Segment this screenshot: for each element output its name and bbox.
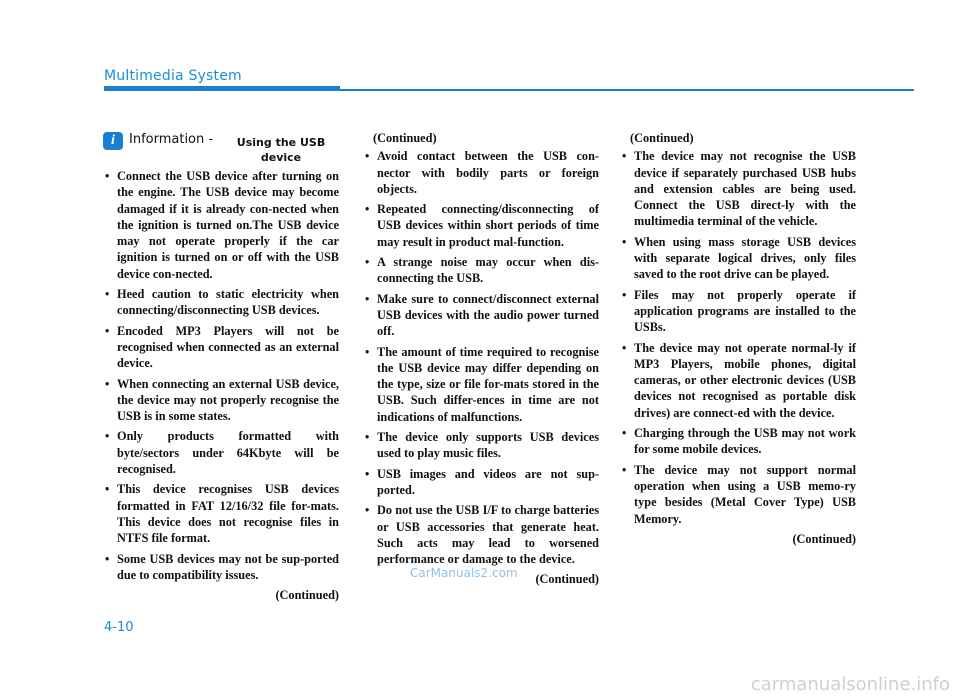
list-item: • The device may not support normal operation when using a USB memo-ry type besides (Metal Cover Type) USB Memory. <box>620 462 856 527</box>
list-item: • Do not use the USB I/F to charge batteries or USB accessories that generate heat. Such acts may lead to worsened performance or damage to the device. <box>363 502 599 567</box>
list-item: • A strange noise may occur when dis-connecting the USB. <box>363 254 599 287</box>
column-1 <box>103 130 339 603</box>
list-item: • Charging through the USB may not work for some mobile devices. <box>620 425 856 458</box>
bullet-list-1 <box>103 168 339 583</box>
column-2 <box>363 130 599 588</box>
list-item: • When connecting an external USB device, the device may not properly recognise the USB is in some states. <box>103 376 339 425</box>
list-item: • The device may not recognise the USB device if separately purchased USB hubs and extension cables are being used. Connect the USB direct-ly with the multimedia terminal of the vehicle. <box>620 148 856 229</box>
bullet-list-3 <box>620 148 856 527</box>
continued-label: (Continued) <box>535 572 599 587</box>
list-item: • USB images and videos are not sup-ported. <box>363 466 599 499</box>
list-item: • When using mass storage USB devices with separate logical drives, only files saved to the root drive can be played. <box>620 234 856 283</box>
header-title: Multimedia System <box>104 68 242 84</box>
continued-label-top: (Continued) <box>373 131 437 145</box>
list-item: • Files may not properly operate if application programs are installed to the USBs. <box>620 287 856 336</box>
list-item: • Avoid contact between the USB con-nector with bodily parts or foreign objects. <box>363 148 599 197</box>
column-3 <box>620 130 856 547</box>
info-icon: i <box>103 132 123 150</box>
list-item: • This device recognises USB devices formatted in FAT 12/16/32 file for-mats. This device does not recognise files in NTFS file format. <box>103 481 339 546</box>
list-item: • Only products formatted with byte/sectors under 64Kbyte will be recognised. <box>103 428 339 477</box>
list-item: • Some USB devices may not be sup-ported due to compatibility issues. <box>103 551 339 584</box>
continued-label: (Continued) <box>275 588 339 603</box>
list-item: • The device only supports USB devices used to play music files. <box>363 429 599 462</box>
continued-label-top: (Continued) <box>630 131 694 145</box>
info-label: Information - <box>129 132 214 147</box>
list-item: • The device may not operate normal-ly if MP3 Players, mobile phones, digital cameras, or other electronic devices (USB devices not recognised as portable disk drives) are connect-ed with the device. <box>620 340 856 421</box>
list-item: • Encoded MP3 Players will not be recognised when connected as an external device. <box>103 323 339 372</box>
list-item: • Connect the USB device after turning on the engine. The USB device may become damaged if it is already con-nected when the ignition is turned on.The USB device may not operate properly if the car ignition is turned on or off with the USB device con-nected. <box>103 168 339 282</box>
list-item: • Repeated connecting/disconnecting of USB devices within short periods of time may result in product mal-function. <box>363 201 599 250</box>
list-item: • The amount of time required to recognise the USB device may differ depending on the type, size or file for-mats stored in the USB. Such differ-ences in time are not indications of malfunctions. <box>363 344 599 425</box>
header-rule-thick <box>104 86 340 91</box>
list-item: • Heed caution to static electricity when connecting/disconnecting USB devices. <box>103 286 339 319</box>
info-heading <box>103 130 339 168</box>
watermark-center: CarManuals2.com <box>410 566 518 580</box>
header-rule-thin <box>340 89 914 91</box>
list-item: • Make sure to connect/disconnect external USB devices with the audio power turned off. <box>363 291 599 340</box>
continued-label: (Continued) <box>792 531 856 546</box>
bullet-list-2 <box>363 148 599 567</box>
watermark-corner: carmanualsonline.info <box>750 674 950 695</box>
page-number: 4-10 <box>104 620 134 635</box>
info-subtitle: Using the USB device <box>236 136 326 164</box>
